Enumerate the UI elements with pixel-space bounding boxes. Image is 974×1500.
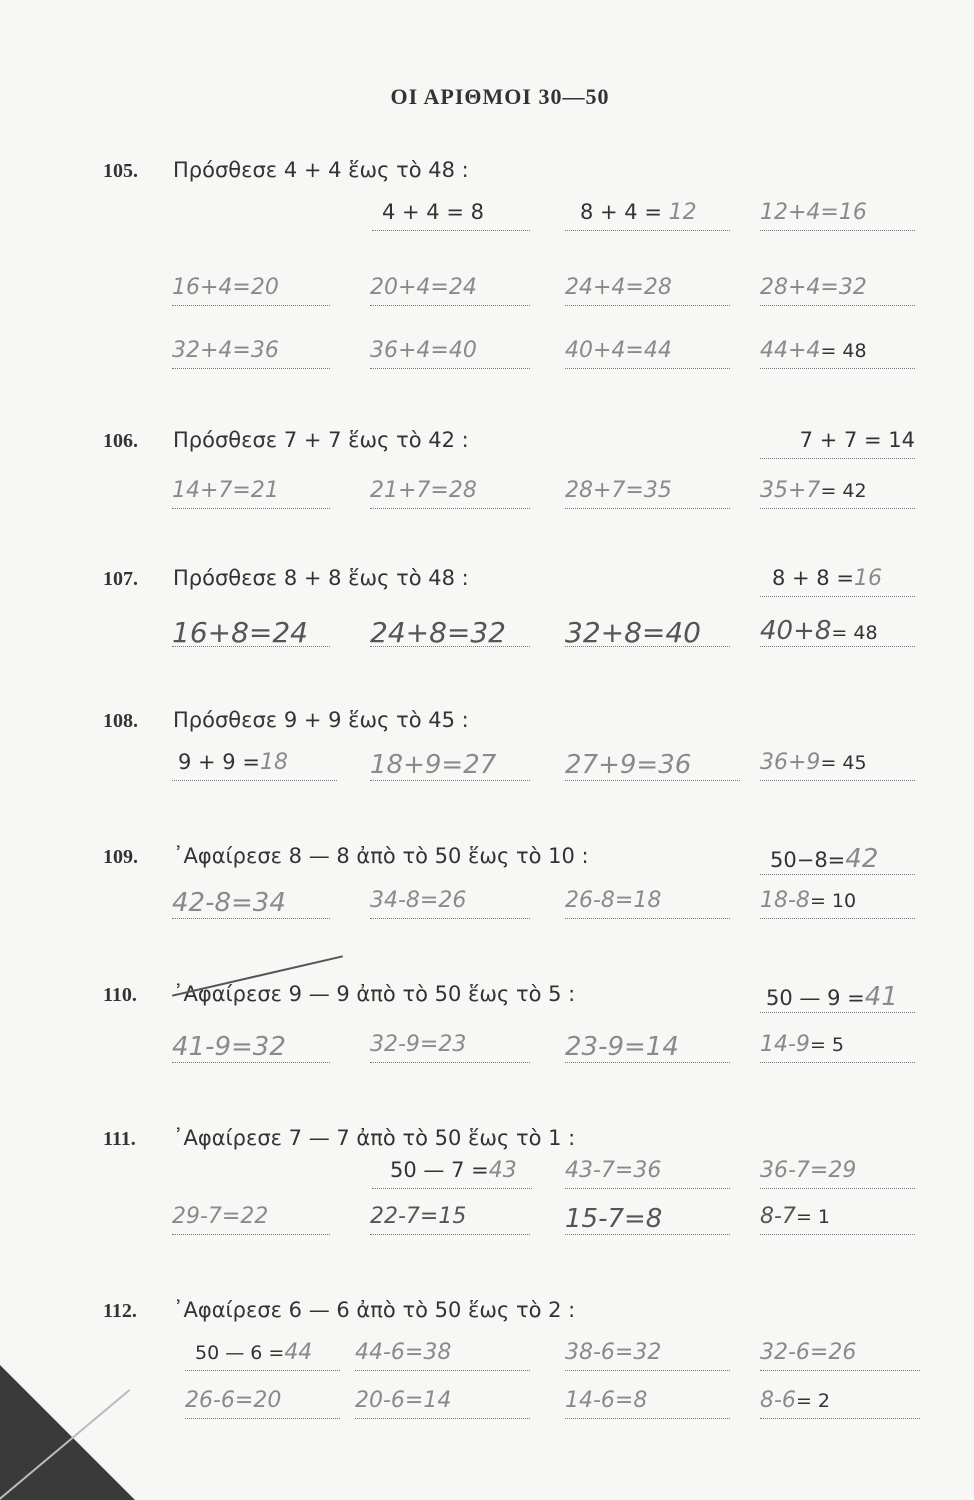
- handwritten-answer: 32-6=26: [760, 1340, 920, 1371]
- handwritten-answer: 44-6=38: [355, 1340, 530, 1371]
- handwritten-answer: 40+4=44: [565, 338, 730, 369]
- equation-blank: 50−8=42: [760, 844, 915, 875]
- equation-blank: 50 — 7 =43: [372, 1158, 532, 1189]
- page-title: ΟΙ ΑΡΙΘΜΟΙ 30—50: [390, 84, 610, 109]
- handwritten-answer: 15-7=8: [565, 1204, 730, 1235]
- equation-blank: 18-8= 10: [760, 888, 915, 919]
- handwritten-answer: 14-6=8: [565, 1388, 730, 1419]
- handwritten-answer: 38-6=32: [565, 1340, 730, 1371]
- equation-blank: 35+7= 42: [760, 478, 915, 509]
- handwritten-answer: 42-8=34: [172, 888, 330, 919]
- exercise-instruction: Πρόσθεσε 4 + 4 ἕως τὸ 48 :: [173, 158, 469, 182]
- equation-blank: 14-9= 5: [760, 1032, 915, 1063]
- equation-blank: 8-7= 1: [760, 1204, 915, 1235]
- equation-blank: 8 + 4 = 12: [565, 200, 730, 231]
- handwritten-answer: 32-9=23: [370, 1032, 530, 1063]
- handwritten-answer: 21+7=28: [370, 478, 530, 509]
- exercise-number: 112.: [103, 1300, 137, 1322]
- handwritten-answer: 23-9=14: [565, 1032, 730, 1063]
- equation-blank: 36+9= 45: [760, 750, 915, 781]
- equation-blank: 40+8= 48: [760, 616, 915, 647]
- equation-blank: 9 + 9 =18: [172, 750, 337, 781]
- handwritten-answer: 32+4=36: [172, 338, 330, 369]
- handwritten-answer: 34-8=26: [370, 888, 530, 919]
- handwritten-answer: 14+7=21: [172, 478, 330, 509]
- equation-blank: 44+4= 48: [760, 338, 915, 369]
- equation-blank: 8 + 8 =16: [760, 566, 915, 597]
- exercise-instruction: ᾿Αφαίρεσε 9 — 9 ἀπὸ τὸ 50 ἕως τὸ 5 :: [173, 982, 576, 1006]
- handwritten-answer: 24+8=32: [370, 616, 530, 647]
- handwritten-answer: 26-8=18: [565, 888, 730, 919]
- handwritten-answer: 36+4=40: [370, 338, 530, 369]
- handwritten-answer: 16+4=20: [172, 275, 330, 306]
- exercise-instruction: Πρόσθεσε 7 + 7 ἕως τὸ 42 :: [173, 428, 469, 452]
- exercise-number: 109.: [103, 846, 138, 868]
- handwritten-answer: 36-7=29: [760, 1158, 915, 1189]
- handwritten-answer: 43-7=36: [565, 1158, 730, 1189]
- exercise-number: 107.: [103, 568, 138, 590]
- handwritten-answer: 18+9=27: [370, 750, 530, 781]
- exercise-number: 111.: [103, 1128, 136, 1150]
- equation-blank: 8-6= 2: [760, 1388, 920, 1419]
- handwritten-answer: 26-6=20: [185, 1388, 340, 1419]
- handwritten-answer: 29-7=22: [172, 1204, 330, 1235]
- handwritten-answer: 27+9=36: [565, 750, 740, 781]
- exercise-instruction: Πρόσθεσε 8 + 8 ἕως τὸ 48 :: [173, 566, 469, 590]
- equation-blank: 50 — 6 =44: [185, 1340, 340, 1371]
- handwritten-answer: 28+4=32: [760, 275, 915, 306]
- handwritten-answer: 41-9=32: [172, 1032, 330, 1063]
- handwritten-answer: 28+7=35: [565, 478, 730, 509]
- handwritten-answer: 20+4=24: [370, 275, 530, 306]
- exercise-instruction: ᾿Αφαίρεσε 7 — 7 ἀπὸ τὸ 50 ἕως τὸ 1 :: [173, 1126, 576, 1150]
- handwritten-answer: 32+8=40: [565, 616, 730, 647]
- exercise-instruction: ᾿Αφαίρεσε 8 — 8 ἀπὸ τὸ 50 ἕως τὸ 10 :: [173, 844, 589, 868]
- handwritten-answer: 22-7=15: [370, 1204, 530, 1235]
- exercise-instruction: ᾿Αφαίρεσε 6 — 6 ἀπὸ τὸ 50 ἕως τὸ 2 :: [173, 1298, 576, 1322]
- handwritten-answer: 16+8=24: [172, 616, 330, 647]
- printed-equation: 4 + 4 = 8: [372, 200, 530, 231]
- exercise-instruction: Πρόσθεσε 9 + 9 ἕως τὸ 45 :: [173, 708, 469, 732]
- exercise-number: 110.: [103, 984, 137, 1006]
- exercise-number: 105.: [103, 160, 138, 182]
- handwritten-answer: 20-6=14: [355, 1388, 530, 1419]
- handwritten-answer: 12+4=16: [760, 200, 915, 231]
- exercise-number: 108.: [103, 710, 138, 732]
- handwritten-answer: 24+4=28: [565, 275, 730, 306]
- printed-equation: 7 + 7 = 14: [760, 428, 915, 459]
- exercise-number: 106.: [103, 430, 138, 452]
- equation-blank: 50 — 9 =41: [760, 982, 915, 1013]
